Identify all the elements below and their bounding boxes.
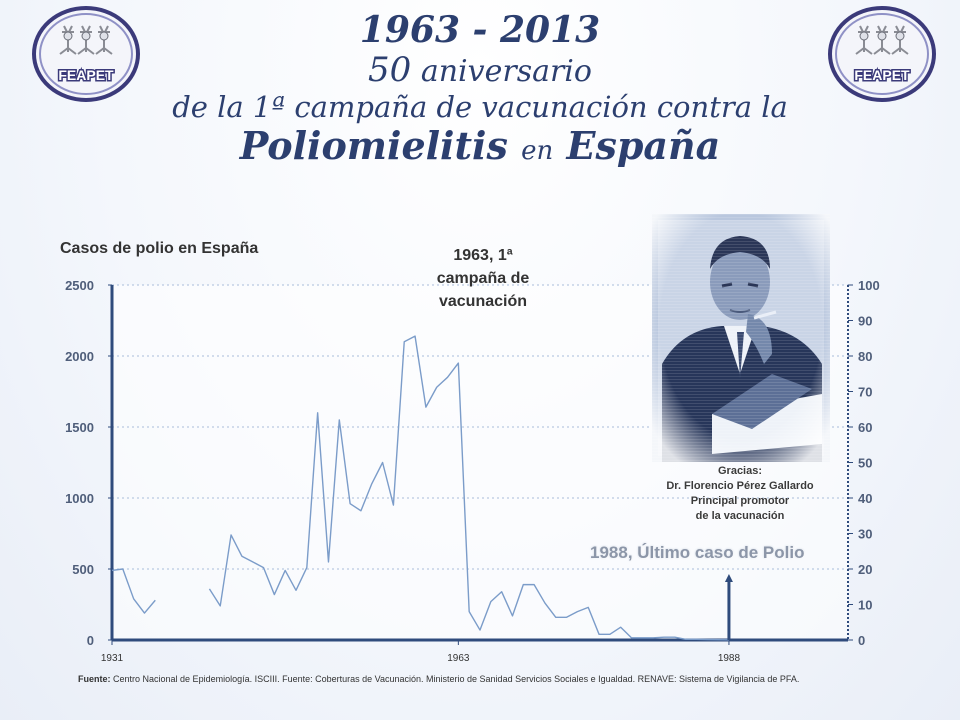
thanks-line1: Gracias: (717, 465, 763, 477)
y2-tick-label: 60 (858, 420, 873, 435)
x-tick-label: 1931 (100, 653, 124, 664)
y2-tick-label: 100 (858, 278, 880, 293)
source-note (78, 672, 878, 686)
title-years: 1963 - 2013 (359, 9, 601, 51)
y2-tick-label: 40 (858, 491, 873, 506)
y-tick-label: 500 (72, 562, 94, 577)
title-disease: Poliomielitis (239, 123, 508, 168)
feapet-logo-right-text: FEAPET (854, 67, 910, 83)
y2-tick-label: 70 (858, 384, 873, 400)
thanks-line2: Dr. Florencio Pérez Gallardo (666, 480, 814, 492)
y2-tick-label: 30 (858, 526, 873, 542)
thanks-line3: Principal promotor (690, 495, 790, 507)
y-tick-label: 0 (86, 633, 94, 648)
y2-tick-label: 20 (858, 562, 873, 577)
campaign-annotation-line3: vacunación (438, 293, 528, 310)
y2-tick-label: 50 (858, 455, 873, 471)
x-tick-label: 1988 (717, 653, 741, 664)
last-case-label: 1988, Último caso de Polio (590, 543, 805, 562)
y-tick-label: 1000 (65, 491, 94, 506)
source-label: Fuente: (78, 674, 111, 684)
title-campaign-line: de la 1ª campaña de vacunación contra la (172, 90, 788, 124)
title-en: en (521, 136, 554, 166)
y-tick-label: 2000 (65, 349, 94, 364)
feapet-logo-left-text: FEAPET (58, 67, 114, 83)
campaign-annotation-line1: 1963, 1ª (453, 247, 513, 264)
title-anniversary-number: 50 (368, 50, 412, 90)
campaign-annotation (418, 244, 548, 313)
portrait-photo (652, 214, 830, 462)
y2-tick-label: 80 (858, 349, 873, 364)
thanks-caption (650, 464, 830, 524)
source-text: Centro Nacional de Epidemiología. ISCIII. Fuente: Coberturas de Vacunación. Ministerio de Sanidad Servicios Sociales e Igualdad. RENAVE: Sistema de Vigilancia de PFA. (113, 674, 800, 684)
campaign-annotation-line2: campaña de (436, 270, 530, 287)
title-country: España (566, 123, 721, 168)
y-tick-label: 1500 (65, 420, 94, 435)
y2-tick-label: 0 (858, 633, 866, 648)
thanks-line4: de la vacunación (695, 510, 785, 522)
x-tick-label: 1963 (447, 653, 470, 664)
y2-tick-label: 90 (858, 313, 873, 329)
y-tick-label: 2500 (65, 278, 94, 293)
chart-title: Casos de polio en España (60, 240, 259, 257)
y2-tick-label: 10 (858, 597, 873, 613)
title-anniversary-text: aniversario (420, 54, 592, 89)
